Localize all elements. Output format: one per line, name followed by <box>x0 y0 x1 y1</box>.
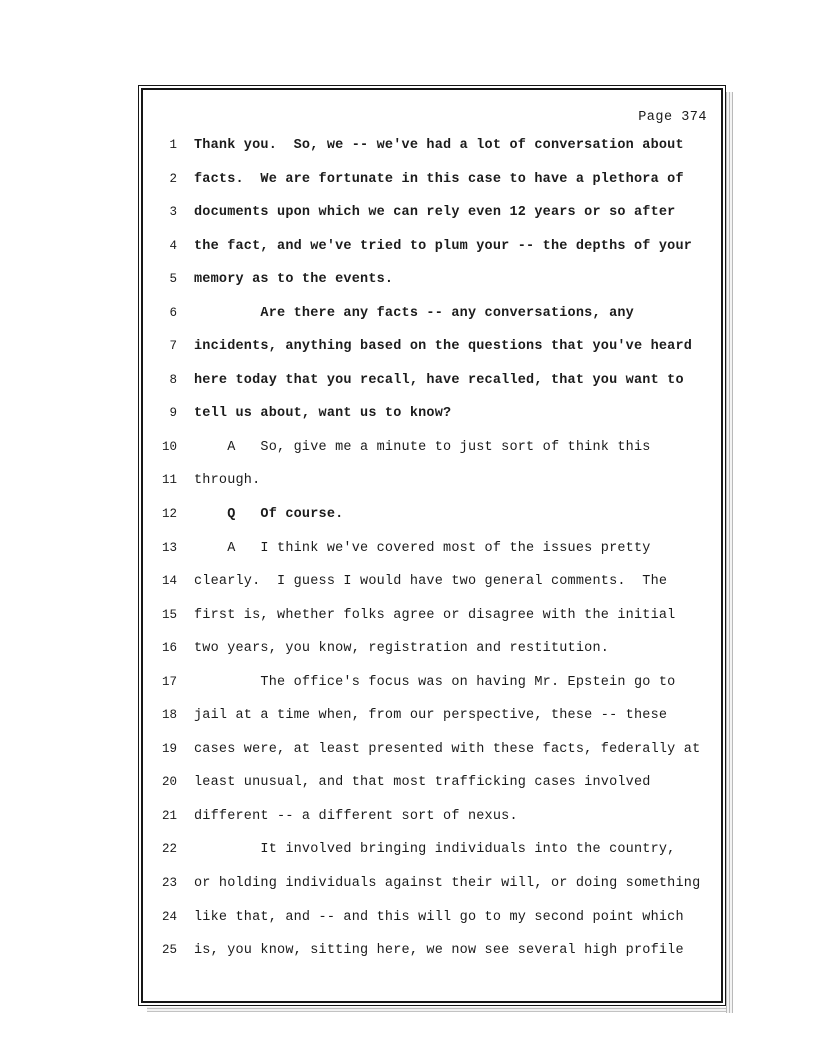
transcript-line <box>143 943 721 977</box>
line-text: least unusual, and that most trafficking cases involved <box>194 775 651 791</box>
line-text: like that, and -- and this will go to my second point which <box>194 909 684 925</box>
line-text: tell us about, want us to know? <box>194 406 452 422</box>
line-number: 22 <box>161 842 177 857</box>
transcript-lines <box>143 136 721 977</box>
line-text: different -- a different sort of nexus. <box>194 808 518 824</box>
line-number: 5 <box>169 272 177 287</box>
line-text: is, you know, sitting here, we now see several high profile <box>194 943 684 959</box>
transcript-line <box>143 138 721 172</box>
transcript-line <box>143 507 721 541</box>
transcript-line <box>143 205 721 239</box>
line-text: two years, you know, registration and restitution. <box>194 641 610 657</box>
transcript-line <box>143 708 721 742</box>
transcript-line <box>143 876 721 910</box>
line-text: facts. We are fortunate in this case to have a plethora of <box>194 171 684 187</box>
line-text: It involved bringing individuals into the country, <box>194 842 676 858</box>
line-number: 21 <box>161 808 177 823</box>
line-number: 8 <box>169 372 177 387</box>
transcript-line <box>143 641 721 675</box>
line-number: 1 <box>169 138 177 152</box>
transcript-page-inner-border <box>141 88 723 1003</box>
transcript-line <box>143 742 721 776</box>
line-text: memory as to the events. <box>194 272 394 288</box>
line-text: Q Of course. <box>194 507 344 523</box>
line-number: 24 <box>161 909 177 924</box>
line-text: jail at a time when, from our perspective, these -- these <box>194 708 668 724</box>
line-number: 17 <box>161 674 177 689</box>
transcript-line <box>143 172 721 206</box>
line-text: A So, give me a minute to just sort of think this <box>194 439 651 455</box>
line-text: Are there any facts -- any conversations, any <box>194 305 634 321</box>
transcript-line <box>143 239 721 273</box>
line-text: A I think we've covered most of the issues pretty <box>194 540 651 556</box>
line-text: here today that you recall, have recalled, that you want to <box>194 372 684 388</box>
line-number: 14 <box>161 574 177 589</box>
line-text: through. <box>194 473 261 489</box>
transcript-line <box>143 910 721 944</box>
line-number: 13 <box>161 540 177 555</box>
line-number: 11 <box>161 473 177 488</box>
line-number: 3 <box>169 205 177 220</box>
transcript-page <box>138 85 726 1006</box>
line-text: documents upon which we can rely even 12 years or so after <box>194 205 676 221</box>
transcript-line <box>143 541 721 575</box>
line-number: 16 <box>161 641 177 656</box>
transcript-line <box>143 272 721 306</box>
line-number: 6 <box>169 305 177 320</box>
line-number: 9 <box>169 406 177 421</box>
line-text: Thank you. So, we -- we've had a lot of conversation about <box>194 138 684 153</box>
transcript-line <box>143 842 721 876</box>
line-number: 2 <box>169 171 177 186</box>
transcript-line <box>143 306 721 340</box>
line-number: 23 <box>161 876 177 891</box>
line-number: 12 <box>161 507 177 522</box>
transcript-line <box>143 574 721 608</box>
line-number: 25 <box>161 943 177 958</box>
transcript-line <box>143 675 721 709</box>
line-number: 20 <box>161 775 177 790</box>
transcript-line <box>143 339 721 373</box>
line-text: or holding individuals against their will, or doing something <box>194 876 701 892</box>
transcript-line <box>143 406 721 440</box>
transcript-line <box>143 373 721 407</box>
page-number: Page 374 <box>638 110 707 125</box>
transcript-line <box>143 809 721 843</box>
line-text: incidents, anything based on the questions that you've heard <box>194 339 693 355</box>
line-number: 18 <box>161 708 177 723</box>
line-text: cases were, at least presented with these facts, federally at <box>194 741 701 757</box>
line-number: 4 <box>169 238 177 253</box>
transcript-line <box>143 473 721 507</box>
transcript-line <box>143 440 721 474</box>
line-number: 10 <box>161 439 177 454</box>
line-text: first is, whether folks agree or disagree with the initial <box>194 607 676 623</box>
line-text: The office's focus was on having Mr. Epstein go to <box>194 674 676 690</box>
line-number: 15 <box>161 607 177 622</box>
line-text: the fact, and we've tried to plum your -- the depths of your <box>194 238 693 254</box>
transcript-line <box>143 775 721 809</box>
transcript-line <box>143 608 721 642</box>
line-text: clearly. I guess I would have two general comments. The <box>194 574 668 590</box>
line-number: 19 <box>161 741 177 756</box>
line-number: 7 <box>169 339 177 354</box>
